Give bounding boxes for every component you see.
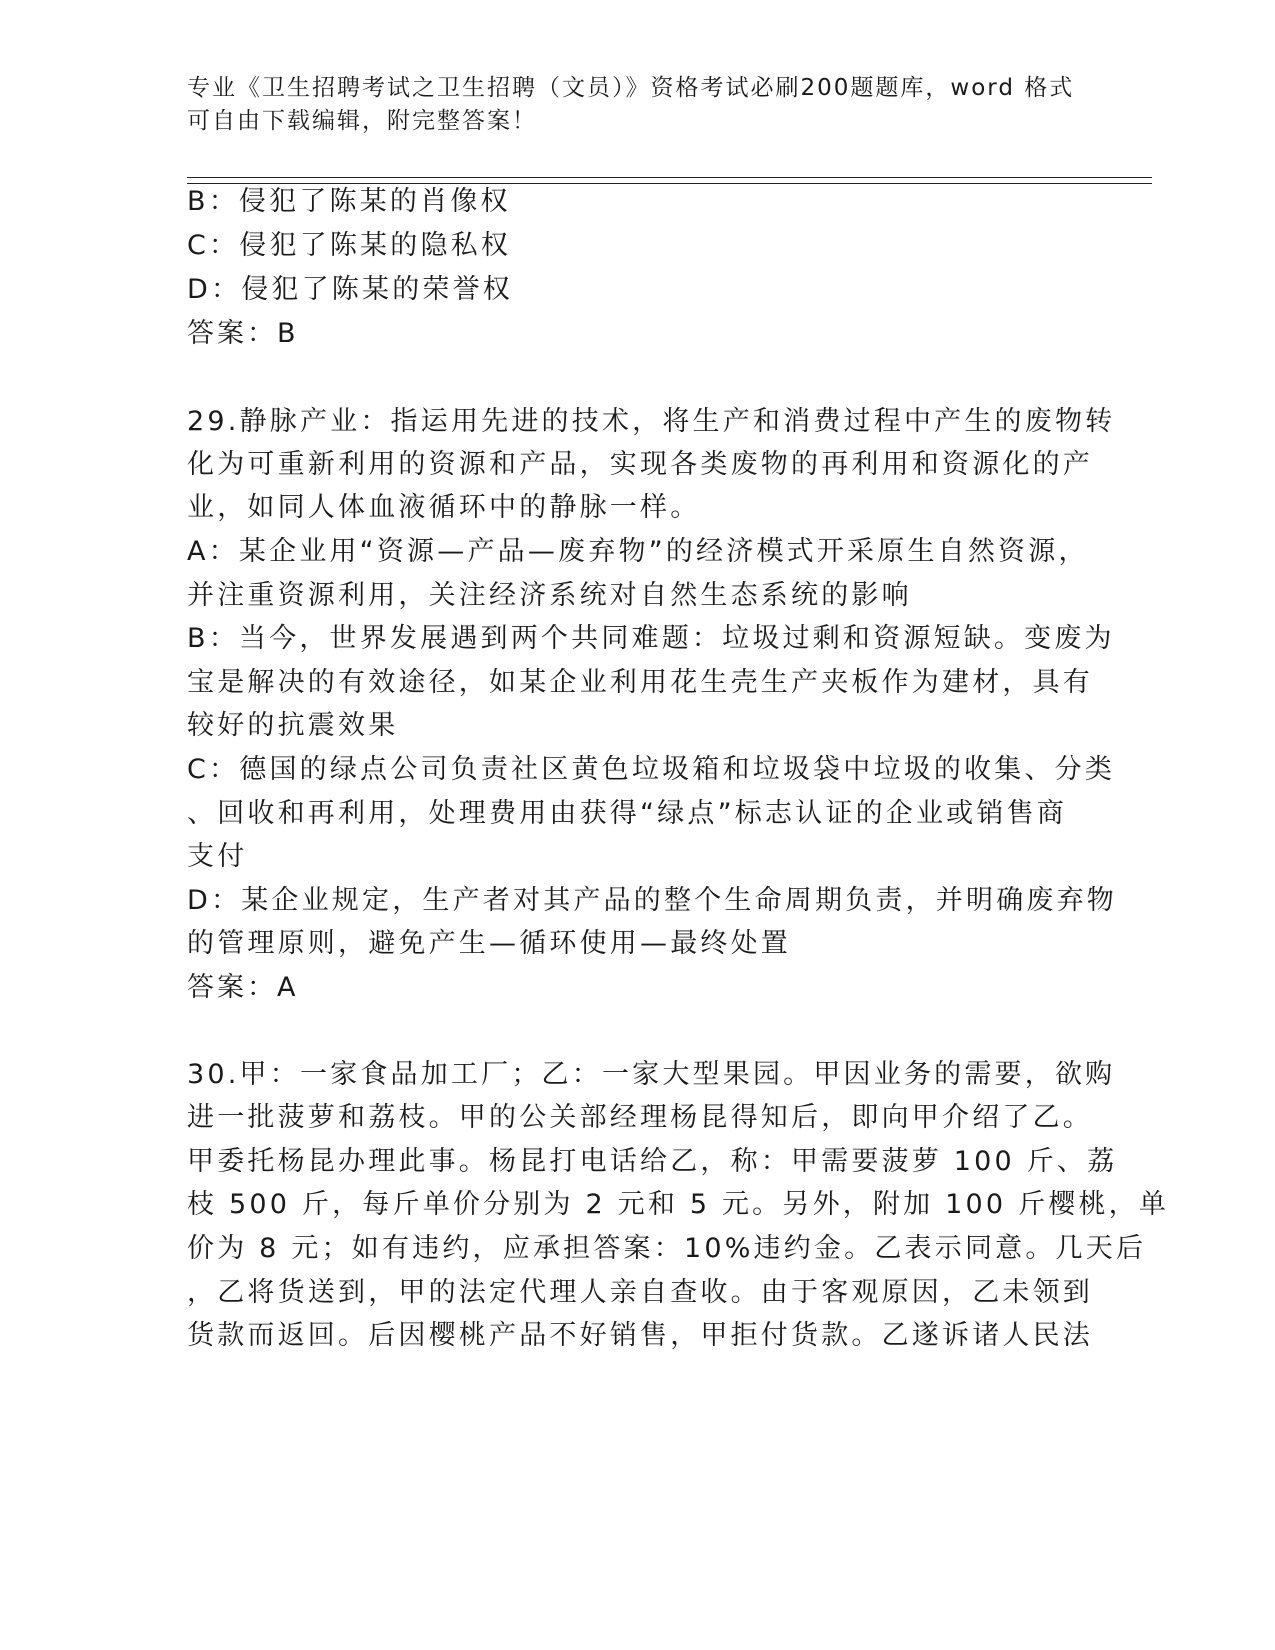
q29-option-d-line: D：某企业规定，生产者对其产品的整个生命周期负责，并明确废弃物 <box>187 885 1117 916</box>
q29-stem-line: 29.静脉产业：指运用先进的技术，将生产和消费过程中产生的废物转 <box>187 406 1116 437</box>
q29-option-b-line: 较好的抗震效果 <box>187 710 399 741</box>
q29-option-c-line: 支付 <box>187 841 248 872</box>
q29-answer: 答案：A <box>187 972 299 1003</box>
q29-option-a-line: 并注重资源利用，关注经济系统对自然生态系统的影响 <box>187 580 912 611</box>
q29-stem-line: 化为可重新利用的资源和产品，实现各类废物的再利用和资源化的产 <box>187 449 1093 480</box>
q29-option-d-line: 的管理原则，避免产生—循环使用—最终处置 <box>187 928 791 959</box>
q28-option-b: B：侵犯了陈某的肖像权 <box>187 186 511 217</box>
q30-stem-line: 进一批菠萝和荔枝。甲的公关部经理杨昆得知后，即向甲介绍了乙。 <box>187 1102 1093 1133</box>
header-divider-top <box>187 177 1152 178</box>
q29-option-b-line: 宝是解决的有效途径，如某企业利用花生壳生产夹板作为建材，具有 <box>187 667 1093 698</box>
q30-stem-line: 枝 500 斤，每斤单价分别为 2 元和 5 元。另外，附加 100 斤樱桃，单 <box>187 1189 1170 1220</box>
q29-option-c-line: 、回收和再利用，处理费用由获得“绿点”标志认证的企业或销售商 <box>187 798 1067 829</box>
q29-option-a-line: A：某企业用“资源—产品—废弃物”的经济模式开采原生自然资源， <box>187 536 1089 567</box>
q29-stem-line: 业，如同人体血液循环中的静脉一样。 <box>187 492 701 523</box>
q28-option-c: C：侵犯了陈某的隐私权 <box>187 230 512 261</box>
q28-answer: 答案：B <box>187 318 299 349</box>
q28-option-d: D：侵犯了陈某的荣誉权 <box>187 274 513 305</box>
q30-stem-line: 货款而返回。后因樱桃产品不好销售，甲拒付货款。乙遂诉诸人民法 <box>187 1320 1093 1351</box>
q29-option-b-line: B：当今，世界发展遇到两个共同难题：垃圾过剩和资源短缺。变废为 <box>187 623 1115 654</box>
q30-stem-line: ，乙将货送到，甲的法定代理人亲自查收。由于客观原因，乙未领到 <box>187 1277 1093 1308</box>
q30-stem-line: 价为 8 元；如有违约，应承担答案：10%违约金。乙表示同意。几天后 <box>187 1233 1147 1264</box>
q29-option-c-line: C：德国的绿点公司负责社区黄色垃圾箱和垃圾袋中垃圾的收集、分类 <box>187 754 1116 785</box>
document-header <box>187 72 1087 138</box>
q30-stem-line: 30.甲：一家食品加工厂；乙：一家大型果园。甲因业务的需要，欲购 <box>187 1059 1116 1090</box>
header-title-line1: 专业《卫生招聘考试之卫生招聘（文员）》资格考试必刷200题题库，word 格式 <box>187 75 1075 101</box>
q30-stem-line: 甲委托杨昆办理此事。杨昆打电话给乙，称：甲需要菠萝 100 斤、荔 <box>187 1146 1118 1177</box>
header-title-line2: 可自由下载编辑，附完整答案！ <box>187 108 537 134</box>
